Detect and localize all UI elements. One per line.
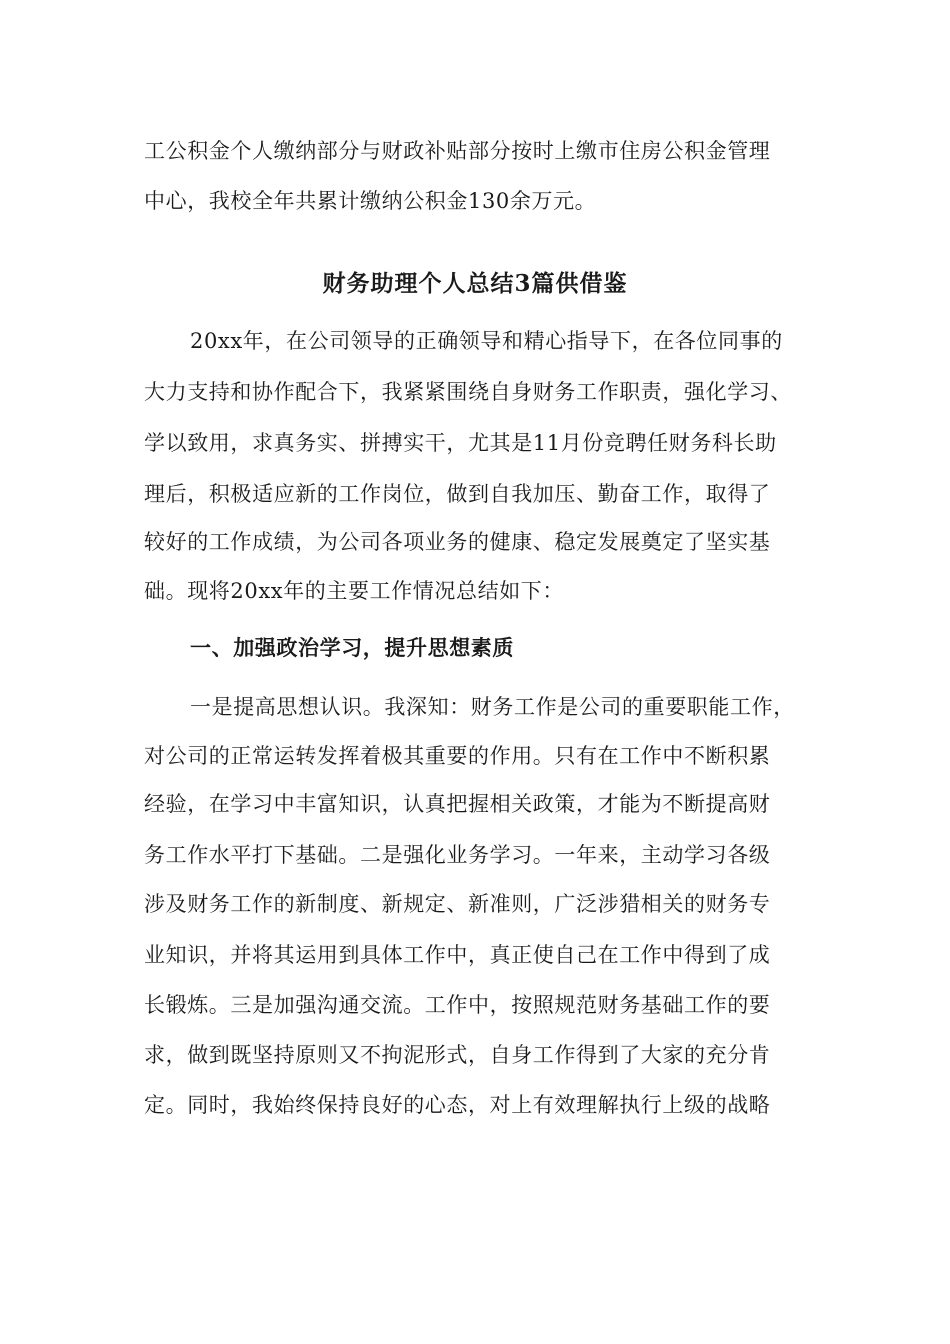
paragraph-line: 涉及财务工作的新制度、新规定、新准则，广泛涉猎相关的财务专 [144, 892, 771, 916]
paragraph-line: 对公司的正常运转发挥着极其重要的作用。只有在工作中不断积累 [144, 744, 771, 768]
paragraph-line: 长锻炼。三是加强沟通交流。工作中，按照规范财务基础工作的要 [144, 993, 771, 1017]
paragraph-line: 学以致用，求真务实、拼搏实干，尤其是11月份竞聘任财务科长助 [144, 431, 777, 455]
paragraph-line: 定。同时，我始终保持良好的心态，对上有效理解执行上级的战略 [144, 1093, 771, 1117]
section-heading: 一、加强政治学习，提升思想素质 [190, 635, 514, 660]
section-title: 财务助理个人总结3篇供借鉴 [322, 270, 628, 297]
paragraph-line: 20xx年，在公司领导的正确领导和精心指导下，在各位同事的 [190, 329, 783, 353]
paragraph-line: 大力支持和协作配合下，我紧紧围绕自身财务工作职责，强化学习、 [144, 380, 792, 404]
paragraph-line: 础。现将20xx年的主要工作情况总结如下： [144, 579, 565, 603]
paragraph-line: 一是提高思想认识。我深知：财务工作是公司的重要职能工作， [190, 695, 795, 719]
paragraph-line: 业知识，并将其运用到具体工作中，真正使自己在工作中得到了成 [144, 943, 771, 967]
paragraph-line: 较好的工作成绩，为公司各项业务的健康、稳定发展奠定了坚实基 [144, 530, 771, 554]
paragraph-line: 理后，积极适应新的工作岗位，做到自我加压、勤奋工作，取得了 [144, 482, 771, 506]
paragraph-line: 中心，我校全年共累计缴纳公积金130余万元。 [144, 189, 597, 213]
paragraph-line: 工公积金个人缴纳部分与财政补贴部分按时上缴市住房公积金管理 [144, 139, 771, 163]
paragraph-line: 求，做到既坚持原则又不拘泥形式，自身工作得到了大家的充分肯 [144, 1043, 771, 1067]
paragraph-line: 经验，在学习中丰富知识，认真把握相关政策，才能为不断提高财 [144, 792, 771, 816]
paragraph-line: 务工作水平打下基础。二是强化业务学习。一年来，主动学习各级 [144, 843, 771, 867]
